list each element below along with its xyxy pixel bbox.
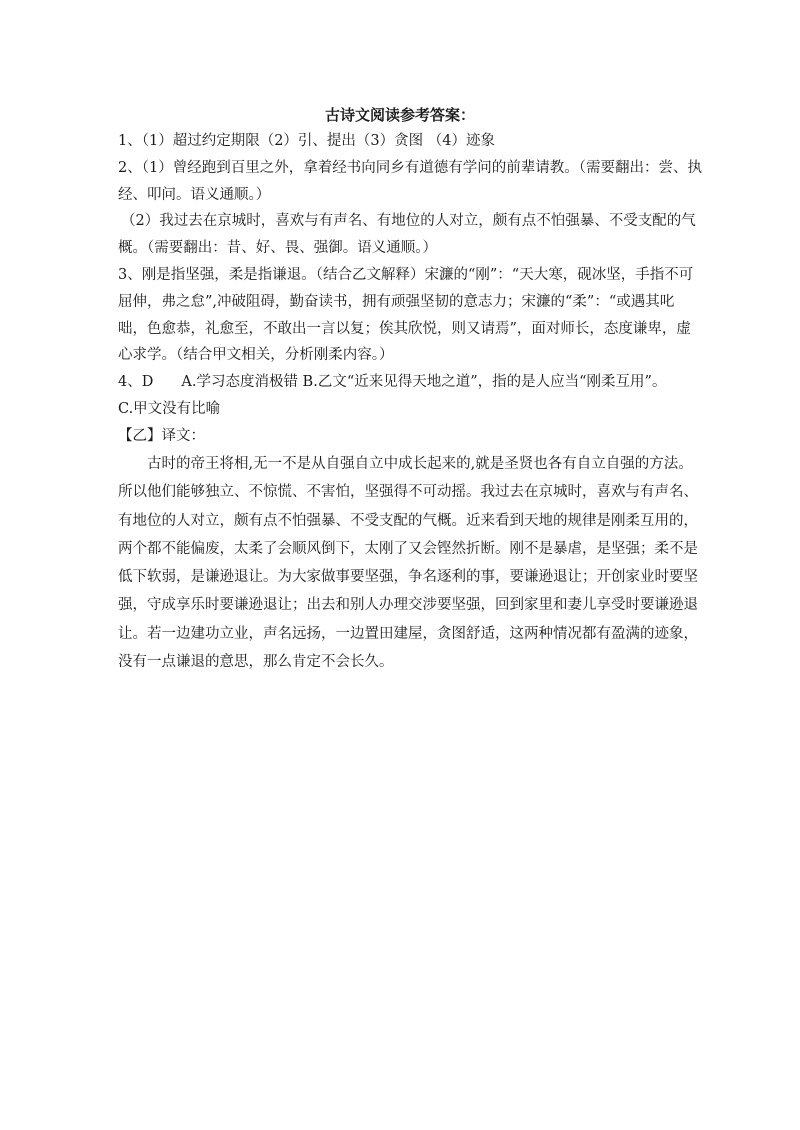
translation-paragraph [118, 450, 698, 676]
translation-line: 两个都不能偏废，太柔了会顺风倒下，太刚了又会铿然折断。刚不是暴虐，是坚强；柔不是 [118, 540, 698, 557]
translation-line: 让。若一边建功立业，声名远扬，一边置田建屋，贪图舒适，这两种情况都有盈满的迹象， [118, 625, 698, 642]
answer-line: 1、（1）超过约定期限（2）引、提出（3）贪图 （4）迹象 [118, 133, 495, 149]
answer-4-number: 4、D [118, 374, 154, 391]
answer-line: 概。（需要翻出：昔、好、畏、强御。语义通顺。） [118, 240, 437, 257]
answer-line: 咄，色愈恭，礼愈至，不敢出一言以复；俟其欣悦，则又请焉”，面对师长，态度谦卑，虚 [118, 320, 691, 337]
answer-line: 经、叩问。语义通顺。） [118, 186, 271, 203]
translation-line: 所以他们能够独立、不惊慌、不害怕，坚强得不可动摇。我过去在京城时，喜欢与有声名、 [118, 484, 698, 501]
translation-line: 强，守成享乐时要谦逊退让；出去和别人办理交涉要坚强，回到家里和妻儿享受时要谦逊退 [118, 597, 698, 614]
answer-4-line [118, 369, 688, 396]
translation-line: 低下软弱，是谦逊退让。为大家做事要坚强，争名逐利的事，要谦逊退让；开创家业时要坚 [118, 569, 698, 586]
page-title: 古诗文阅读参考答案： [324, 106, 475, 124]
answer-line: 屈伸，弗之怠”,冲破阻碍，勤奋读书，拥有顽强坚韧的意志力；宋濂的“柔”：“或遇其叱 [118, 293, 675, 310]
answer-line: 2、（1）曾经跑到百里之外，拿着经书向同乡有道德有学问的前辈请教。（需要翻出：尝、执 [118, 159, 702, 176]
answer-4-explanation: A.学习态度消极错 B.乙文“近来见得天地之道”，指的是人应当“刚柔互用”。 [181, 374, 667, 391]
translation-label: 【乙】译文： [118, 427, 205, 444]
translation-line: 古时的帝王将相,无一不是从自强自立中成长起来的,就是圣贤也各有自立自强的方法。 [147, 456, 693, 472]
answer-4-c-line: C.甲文没有比喻 [118, 400, 221, 417]
answer-line: 心求学。（结合甲文相关，分析刚柔内容。） [118, 347, 394, 364]
answer-line: （2）我过去在京城时，喜欢与有声名、有地位的人对立，颇有点不怕强暴、不受支配的气 [121, 213, 696, 230]
translation-line: 没有一点谦退的意思，那么肯定不会长久。 [118, 654, 394, 671]
answer-line: 3、刚是指坚强，柔是指谦退。（结合乙文解释）宋濂的“刚”：“天大寒，砚冰坚，手指不可 [118, 266, 694, 283]
answers-section [118, 128, 702, 450]
translation-line: 有地位的人对立，颇有点不怕强暴、不受支配的气概。近来看到天地的规律是刚柔互用的， [118, 512, 698, 529]
